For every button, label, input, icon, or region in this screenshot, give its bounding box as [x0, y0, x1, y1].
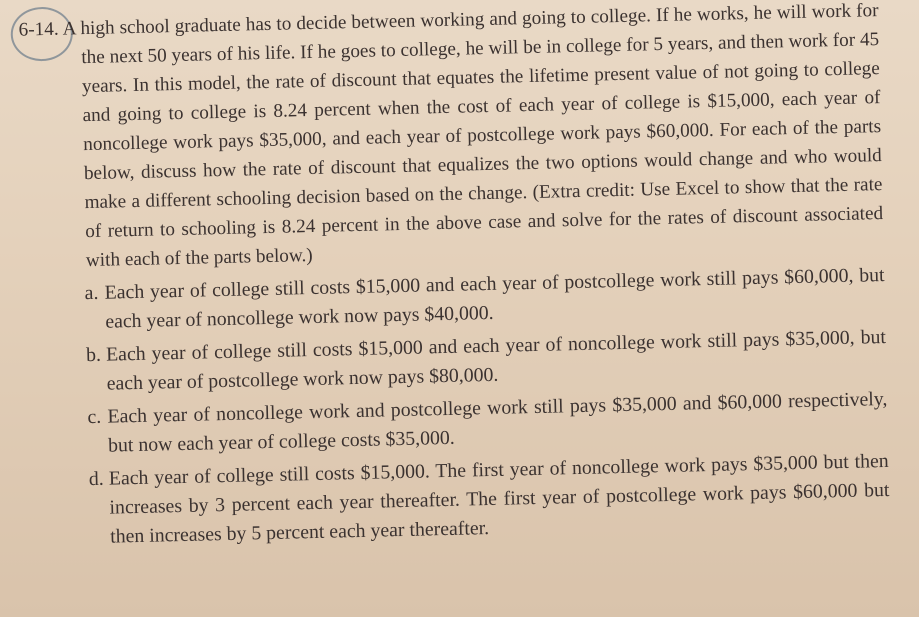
part-d — [29, 447, 891, 553]
part-text: Each year of college still costs $15,000 and each year of postcollege work still pays $60,000, but each year of noncollege work now pays $40,000. — [104, 264, 885, 333]
part-letter: b. — [85, 343, 102, 367]
part-letter: c. — [87, 405, 102, 429]
part-text: Each year of college still costs $15,000. The first year of noncollege work pays $35,000 but then increases by 3 percent each year thereafter. The first year of postcollege work pays $60,000 but then increases by 5 percent each year thereafter. — [108, 449, 890, 548]
problem-text: A high school graduate has to decide between working and going to college. If he works, he will work for the next 50 years of his life. If he goes to college, he will be in college for 5 years, and then work for 45 years. In this model, the rate of discount that equates the lifetime present value of not going to college and going to college is 8.24 percent when the cost of each year of college is $15,000, each year of noncollege work pays $35,000, and each year of postcollege work pays $60,000. For each of the parts below, discuss how the rate of discount that equalizes the two options would change and who would make a different schooling decision based on the change. (Extra credit: Use Excel to show that the rate of return to schooling is 8.24 percent in the above case and solve for the rates of discount associated with each of the parts below.) — [62, 0, 884, 272]
problem-number: 6-14. — [18, 18, 59, 41]
problem-block — [18, 0, 890, 557]
problem-parts — [24, 261, 890, 553]
part-letter: a. — [84, 281, 99, 305]
part-letter: d. — [88, 467, 104, 491]
problem-paragraph — [18, 0, 884, 277]
part-text: Each year of college still costs $15,000 and each year of noncollege work still pays $35,000, but each year of postcollege work now pays $80,000. — [105, 325, 887, 395]
part-text: Each year of noncollege work and postcollege work still pays $35,000 and $60,000 respectively, but now each year of college costs $35,000. — [107, 387, 888, 457]
